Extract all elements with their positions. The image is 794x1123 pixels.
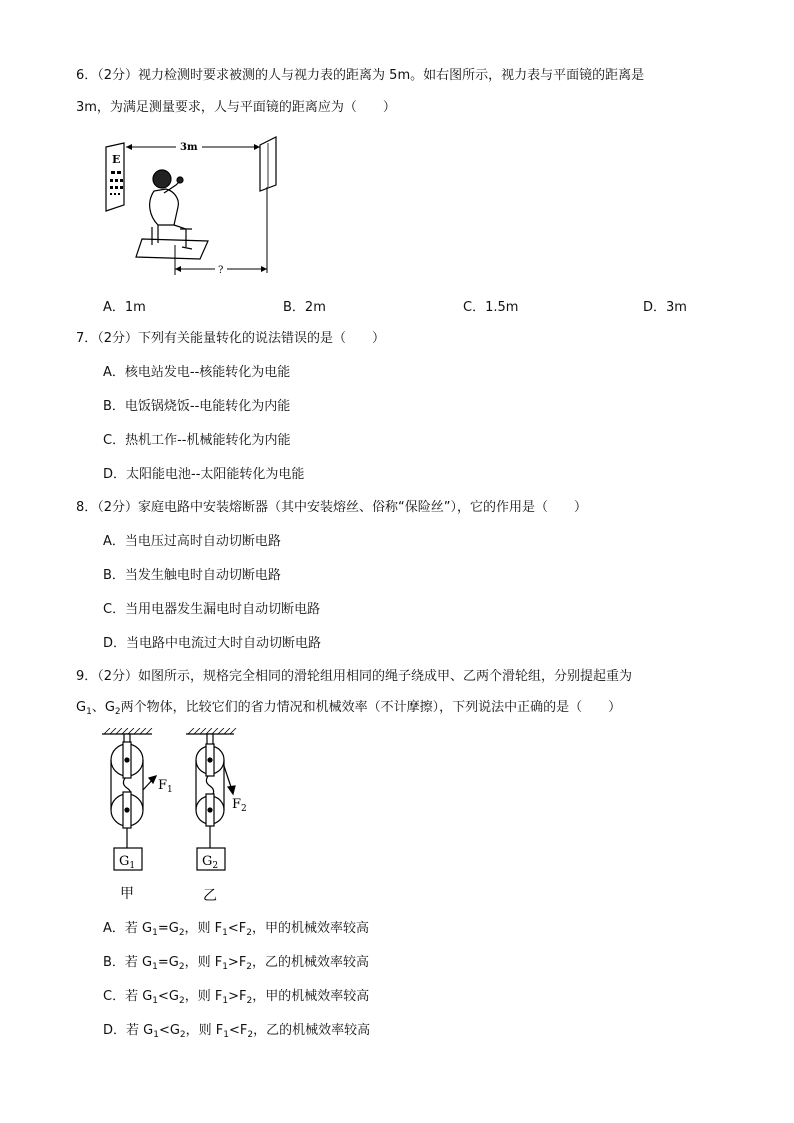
label-jia: 甲 [120,886,134,902]
vision-test-figure [100,133,280,281]
distance-label-3m: 3m [180,142,198,153]
q6-option-b[interactable]: B．2m [283,300,326,315]
force-label-f1: $F_1$ [158,778,173,795]
q7-option-a[interactable]: A．核电站发电--核能转化为电能 [103,365,291,380]
q6-option-c[interactable]: C．1.5m [463,300,519,315]
q9-option-c[interactable]: C．若 $G_1<G_2$，则 $F_1>F_2$，甲的机械效率较高 [103,989,370,1006]
q9-option-d[interactable]: D．若 $G_1<G_2$，则 $F_1<F_2$，乙的机械效率较高 [103,1023,371,1040]
q8-stem: 8．（2分）家庭电路中安装熔断器（其中安装熔丝、俗称“保险丝”），它的作用是（ ） [76,500,588,515]
q8-option-a[interactable]: A．当电压过高时自动切断电路 [103,534,281,549]
seated-person-icon [136,170,208,259]
q8-option-b[interactable]: B．当发生触电时自动切断电路 [103,568,281,583]
q7-option-d[interactable]: D．太阳能电池--太阳能转化为电能 [103,467,305,482]
q7-option-c[interactable]: C．热机工作--机械能转化为内能 [103,433,291,448]
weight-label-g1: $G_1$ [119,854,136,871]
q7-stem: 7．（2分）下列有关能量转化的说法错误的是（ ） [76,331,386,346]
q8-option-d[interactable]: D．当电路中电流过大时自动切断电路 [103,636,322,651]
pulley-system-figure [100,728,260,906]
weight-label-g2: $G_2$ [202,854,219,871]
unknown-distance-label: ? [218,265,224,276]
pulley-system-left [102,728,156,870]
q8-option-c[interactable]: C．当用电器发生漏电时自动切断电路 [103,602,321,617]
plane-mirror-icon [260,137,276,191]
q9-option-b[interactable]: B．若 $G_1=G_2$，则 $F_1>F_2$，乙的机械效率较高 [103,955,370,972]
pulley-system-right [186,728,236,870]
q6-option-d[interactable]: D．3m [643,300,687,315]
eye-chart-icon [106,143,124,211]
label-yi: 乙 [203,888,217,904]
q9-stem-line1: 9．（2分）如图所示，规格完全相同的滑轮组用相同的绳子绕成甲、乙两个滑轮组，分别提起重为 [76,669,633,684]
eye-chart-letter: E [112,153,121,166]
q6-option-a[interactable]: A．1m [103,300,146,315]
q6-stem-line2: 3m，为满足测量要求，人与平面镜的距离应为（ ） [76,100,396,115]
q9-stem-line2: $G_1$、$G_2$两个物体，比较它们的省力情况和机械效率（不计摩擦），下列说法中正确的是（ ） [76,700,622,717]
q6-stem-line1: 6．（2分）视力检测时要求被测的人与视力表的距离为 5m。如右图所示，视力表与平面镜的距离是 [76,68,645,83]
force-label-f2: $F_2$ [232,797,247,814]
q9-option-a[interactable]: A．若 $G_1=G_2$，则 $F_1<F_2$，甲的机械效率较高 [103,921,370,938]
q7-option-b[interactable]: B．电饭锅烧饭--电能转化为内能 [103,399,291,414]
